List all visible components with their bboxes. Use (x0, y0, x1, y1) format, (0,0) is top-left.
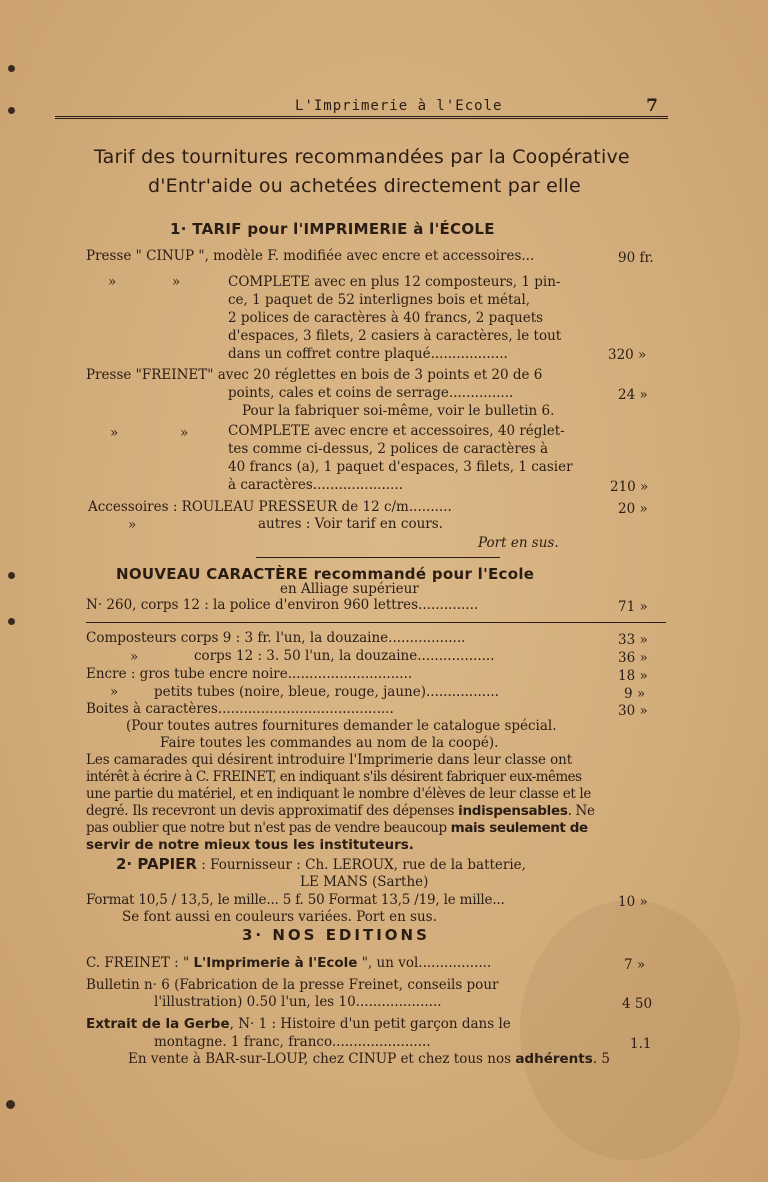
text-line: montagne. 1 franc, franco....................... (154, 1034, 431, 1050)
text-line (86, 1016, 511, 1033)
text-line: N· 260, corps 12 : la police d'environ 960 lettres.............. (86, 597, 479, 613)
text-line: Format 10,5 / 13,5, le mille... 5 f. 50 Format 13,5 /19, le mille... (86, 892, 505, 908)
section-tarif-heading: 1· TARIF pour l'IMPRIMERIE à l'ÉCOLE (170, 220, 495, 238)
text-line: à caractères..................... (228, 477, 403, 493)
ditto-mark: » (128, 517, 137, 533)
book-title: Extrait de la Gerbe (86, 1016, 230, 1032)
text-line: 2 polices de caractères à 40 francs, 2 paquets (228, 310, 544, 326)
paragraph-text: pas oublier que notre but n'est pas de vendre beaucoup (86, 820, 451, 836)
price-value: 1.1 (630, 1036, 652, 1052)
text-line: ce, 1 paquet de 52 interlignes bois et métal, (228, 292, 531, 308)
section-papier-line (116, 856, 526, 874)
paragraph-line: intérêt à écrire à C. FREINET, en indiquant s'ils désirent fabriquer eux-mêmes (86, 769, 582, 785)
section-caractere-heading: NOUVEAU CARACTÈRE recommandé pour l'Ecole (116, 565, 535, 583)
text-line: Presse "FREINET" avec 20 réglettes en bois de 3 points et 20 de 6 (86, 367, 543, 383)
paper-stain (520, 900, 740, 1160)
price-value: 90 fr. (618, 250, 654, 266)
text-fragment: ", un vol................. (357, 955, 492, 971)
price-value: 18 » (618, 668, 648, 684)
binding-hole (8, 618, 15, 625)
text-line: corps 12 : 3. 50 l'un, la douzaine.................. (194, 648, 495, 664)
price-value: 71 » (618, 599, 648, 615)
page-title-line-1: Tarif des tournitures recommandées par la Coopérative (94, 146, 630, 168)
ditto-mark: » (130, 649, 139, 665)
text-line: Boites à caractères......................................... (86, 701, 394, 717)
text-line: dans un coffret contre plaqué.................. (228, 346, 508, 362)
emphasis-text: mais seulement de (450, 820, 588, 836)
ditto-mark: » (108, 274, 117, 290)
binding-hole (8, 107, 15, 114)
text-line: Accessoires : ROULEAU PRESSEUR de 12 c/m.......... (88, 499, 452, 515)
page-number: 7 (646, 96, 658, 116)
text-line: Faire toutes les commandes au nom de la coopé). (160, 735, 499, 751)
text-line: autres : Voir tarif en cours. (258, 516, 443, 532)
section-editions-heading: 3· NOS EDITIONS (242, 926, 430, 944)
text-line: LE MANS (Sarthe) (300, 874, 429, 890)
text-line: 40 francs (a), 1 paquet d'espaces, 3 filets, 1 casier (228, 459, 573, 475)
paragraph-line (86, 820, 588, 837)
text-line: points, cales et coins de serrage............... (228, 385, 514, 401)
price-value: 33 » (618, 632, 648, 648)
book-title: L'Imprimerie à l'Ecole (193, 955, 358, 971)
binding-hole (8, 572, 15, 579)
text-line: COMPLETE avec en plus 12 composteurs, 1 pin- (228, 274, 561, 290)
text-fragment: C. FREINET : " (86, 955, 194, 971)
price-value: 20 » (618, 501, 648, 517)
text-line (86, 955, 491, 972)
price-value: 7 » (624, 957, 646, 973)
section-divider (86, 622, 666, 623)
text-fragment: . 5 (592, 1051, 610, 1067)
ditto-mark: » (180, 425, 189, 441)
emphasis-text: adhérents (515, 1051, 593, 1067)
price-value: 30 » (618, 703, 648, 719)
price-value: 24 » (618, 387, 648, 403)
price-value: 320 » (608, 347, 647, 363)
subheading: en Alliage supérieur (280, 581, 419, 597)
price-value: 9 » (624, 686, 646, 702)
emphasis-text: indispensables (458, 803, 568, 819)
binding-hole (8, 65, 15, 72)
text-fragment: , N· 1 : Histoire d'un petit garçon dans le (229, 1016, 511, 1032)
text-line: Se font aussi en couleurs variées. Port en sus. (122, 909, 437, 925)
price-value: 210 » (610, 479, 649, 495)
text-fragment: En vente à BAR-sur-LOUP, chez CINUP et chez tous nos (128, 1051, 516, 1067)
text-line: d'espaces, 3 filets, 2 casiers à caractères, le tout (228, 328, 562, 344)
page-title-line-2: d'Entr'aide ou achetées directement par elle (148, 175, 581, 197)
paragraph-line: une partie du matériel, et en indiquant le nombre d'élèves de leur classe et le (86, 786, 592, 802)
paragraph-text: . Ne (567, 803, 595, 819)
shipping-note: Port en sus. (478, 535, 559, 551)
paragraph-text: degré. Ils recevront un devis approximatif des dépenses (86, 803, 459, 819)
ditto-mark: » (110, 684, 119, 700)
price-line: Presse " CINUP ", modèle F. modifiée avec encre et accessoires... (86, 248, 535, 264)
text-line: petits tubes (noire, bleue, rouge, jaune)................. (154, 684, 499, 700)
paragraph-line: Les camarades qui désirent introduire l'Imprimerie dans leur classe ont (86, 752, 573, 768)
header-rule (55, 116, 668, 121)
text-line: Composteurs corps 9 : 3 fr. l'un, la douzaine.................. (86, 630, 466, 646)
paragraph-line: servir de notre mieux tous les instituteurs. (86, 837, 414, 853)
paragraph-line (86, 803, 595, 820)
text-line: tes comme ci-dessus, 2 polices de caractères à (228, 441, 549, 457)
price-value: 36 » (618, 650, 648, 666)
running-title: L'Imprimerie à l'Ecole (295, 98, 503, 114)
ditto-mark: » (172, 274, 181, 290)
text-line (128, 1051, 610, 1068)
text-line: : Fournisseur : Ch. LEROUX, rue de la batterie, (196, 857, 526, 873)
running-header (55, 96, 668, 118)
text-line: Encre : gros tube encre noire............................. (86, 666, 413, 682)
text-line: Bulletin n· 6 (Fabrication de la presse Freinet, conseils pour (86, 977, 499, 993)
ditto-mark: » (110, 425, 119, 441)
text-line: COMPLETE avec encre et accessoires, 40 réglet- (228, 423, 565, 439)
binding-hole (6, 1100, 15, 1109)
section-divider (256, 557, 500, 558)
text-line: Pour la fabriquer soi-même, voir le bulletin 6. (242, 403, 555, 419)
price-value: 4 50 (622, 996, 653, 1012)
text-line: l'illustration) 0.50 l'un, les 10.................... (154, 994, 442, 1010)
price-value: 10 » (618, 894, 648, 910)
text-line: (Pour toutes autres fournitures demander le catalogue spécial. (126, 718, 557, 734)
section-papier-heading: 2· PAPIER (116, 855, 197, 873)
